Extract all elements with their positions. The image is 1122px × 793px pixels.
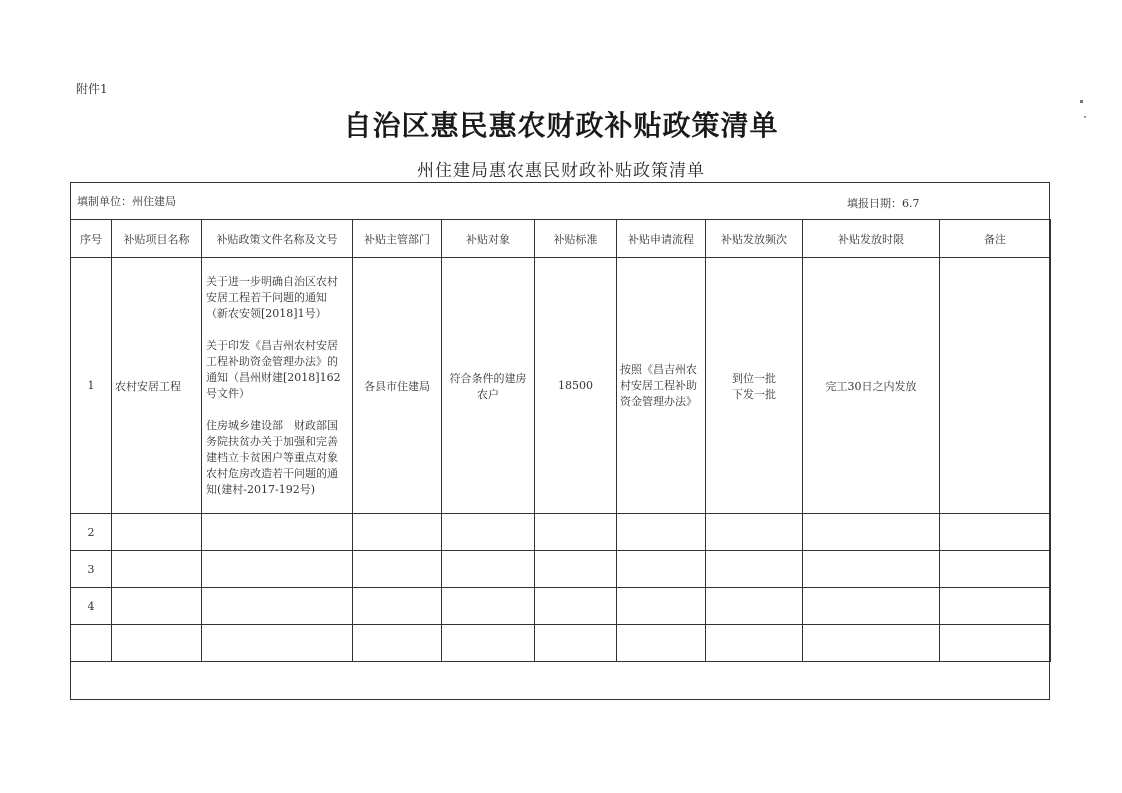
col-header: 序号 xyxy=(71,220,112,258)
payment-time-limit: 完工30日之内发放 xyxy=(803,258,940,514)
table-row xyxy=(71,258,1051,514)
table-row xyxy=(71,625,1051,662)
filling-date: 填报日期：6.7 xyxy=(847,197,920,210)
payment-frequency xyxy=(706,258,803,514)
scan-speck xyxy=(1084,116,1086,118)
table-row xyxy=(71,588,1051,625)
table-row xyxy=(71,514,1051,551)
subsidy-target: 符合条件的建房农户 xyxy=(442,258,535,514)
row-number: 4 xyxy=(71,588,112,625)
row-number: 2 xyxy=(71,514,112,551)
col-header: 补贴主管部门 xyxy=(353,220,442,258)
col-header: 补贴标准 xyxy=(535,220,617,258)
page-title: 自治区惠民惠农财政补贴政策清单 xyxy=(343,109,779,142)
subsidy-standard: 18500 xyxy=(535,258,617,514)
row-number xyxy=(71,625,112,662)
frequency-line: 到位一批 xyxy=(732,371,776,385)
remark xyxy=(940,258,1051,514)
row-number: 1 xyxy=(71,258,112,514)
department: 各县市住建局 xyxy=(353,258,442,514)
page-subtitle: 州住建局惠农惠民财政补贴政策清单 xyxy=(417,161,705,181)
policy-doc: 关于印发《昌吉州农村安居工程补助资金管理办法》的通知（昌州财建[2018]162号文件） xyxy=(206,338,341,400)
col-header: 补贴申请流程 xyxy=(617,220,706,258)
col-header: 补贴对象 xyxy=(442,220,535,258)
table-row xyxy=(71,551,1051,588)
policy-table xyxy=(70,219,1051,662)
project-name: 农村安居工程 xyxy=(112,258,202,514)
row-number: 3 xyxy=(71,551,112,588)
policy-documents xyxy=(202,258,353,514)
col-header: 补贴发放频次 xyxy=(706,220,803,258)
policy-doc: 住房城乡建设部 财政部国务院扶贫办关于加强和完善建档立卡贫困户等重点对象农村危房改造若干问题的通知(建村-2017-192号) xyxy=(206,418,338,496)
col-header: 补贴政策文件名称及文号 xyxy=(202,220,353,258)
policy-table-frame xyxy=(70,182,1050,700)
policy-doc: 关于进一步明确自治区农村安居工程若干问题的通知（新农安领[2018]1号） xyxy=(206,274,338,320)
filling-unit: 填制单位：州住建局 xyxy=(77,195,176,208)
application-process: 按照《昌吉州农村安居工程补助资金管理办法》 xyxy=(617,258,706,514)
col-header: 备注 xyxy=(940,220,1051,258)
scan-speck xyxy=(1080,100,1083,103)
header-row xyxy=(71,220,1051,258)
col-header: 补贴项目名称 xyxy=(112,220,202,258)
attachment-label: 附件1 xyxy=(76,82,108,96)
frequency-line: 下发一批 xyxy=(732,387,776,401)
col-header: 补贴发放时限 xyxy=(803,220,940,258)
